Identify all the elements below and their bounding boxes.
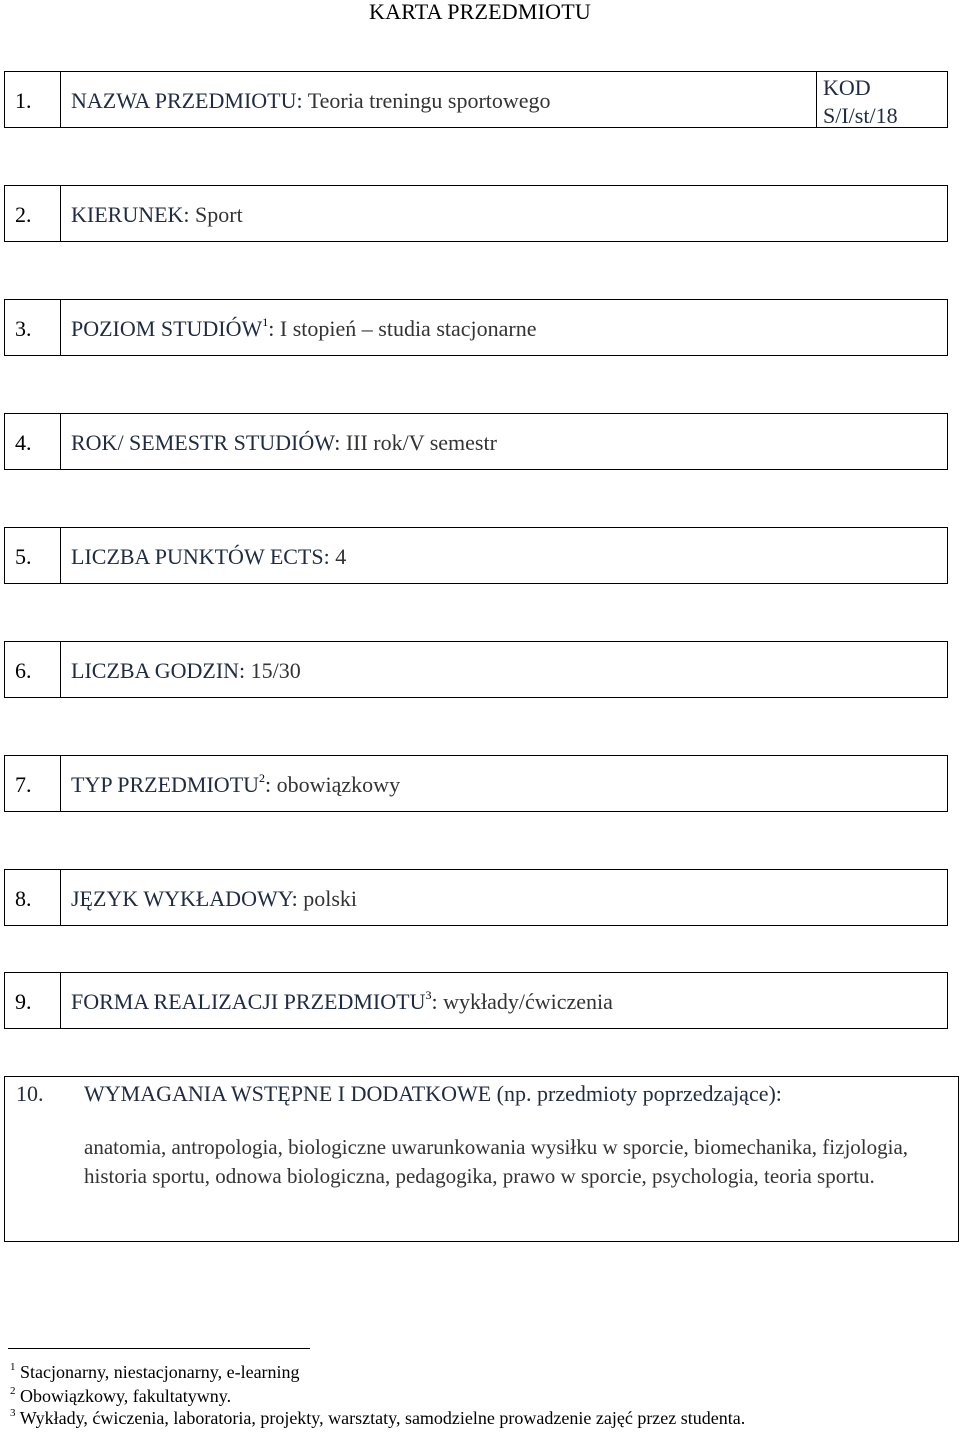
row-number: 8. [5, 870, 61, 925]
footnote-divider [8, 1348, 310, 1349]
row-value: Sport [195, 202, 243, 227]
row-content: FORMA REALIZACJI PRZEDMIOTU$^3$: wykłady/ćwiczenia [71, 988, 613, 1014]
footnote-1 [10, 1362, 300, 1382]
row-label: POZIOM STUDIÓW [71, 316, 263, 341]
footnote-ref: 3 [425, 988, 432, 1002]
row-value: polski [303, 886, 357, 911]
row-study-level [4, 299, 948, 356]
row-value: 4 [335, 544, 347, 569]
row-ects-points [4, 527, 948, 584]
footnote-mark: 1 [10, 1361, 16, 1373]
row-number: 10. [16, 1081, 44, 1106]
row-prerequisites [4, 1076, 959, 1242]
row-subject-name [4, 71, 948, 128]
row-label: LICZBA GODZIN: [71, 658, 246, 683]
row-number: 1. [5, 72, 61, 127]
kod-cell [816, 72, 947, 127]
row-content [61, 186, 947, 241]
kod-value: S/I/st/18 [823, 103, 898, 128]
row-label: FORMA REALIZACJI PRZEDMIOTU [71, 989, 426, 1014]
row-field-of-study [4, 185, 948, 242]
row-number: 2. [5, 186, 61, 241]
row-year-semester [4, 413, 948, 470]
footnote-ref: 1 [262, 315, 269, 329]
row-number: 4. [5, 414, 61, 469]
row-content [61, 414, 947, 469]
row-label: KIERUNEK: [71, 202, 190, 227]
footnote-ref: 2 [259, 771, 266, 785]
row-value: Teoria treningu sportowego [307, 88, 551, 113]
row-label: LICZBA PUNKTÓW ECTS: [71, 544, 330, 569]
row-content: POZIOM STUDIÓW$^1$: I stopień – studia stacjonarne [71, 315, 537, 341]
footnote-text: Wykłady, ćwiczenia, laboratoria, projekty, warsztaty, samodzielne prowadzenie zajęć przez studenta. [19, 1408, 746, 1428]
row-form-of-delivery [4, 972, 948, 1029]
row-value: I stopień – studia stacjonarne [279, 316, 537, 341]
footnote-mark: 2 [10, 1385, 16, 1397]
row-content [61, 528, 947, 583]
row-value: III rok/V semestr [345, 430, 497, 455]
row-number: 3. [5, 300, 61, 355]
row-label: JĘZYK WYKŁADOWY: [71, 886, 298, 911]
row-subject-type [4, 755, 948, 812]
row-label: NAZWA PRZEDMIOTU: [71, 88, 303, 113]
footnote-text: Obowiązkowy, fakultatywny. [20, 1386, 232, 1406]
row-number: 7. [5, 756, 61, 811]
row-content [61, 870, 947, 925]
footnote-2 [10, 1386, 231, 1406]
row-number: 9. [5, 973, 61, 1028]
row-content: TYP PRZEDMIOTU$^2$: obowiązkowy [71, 771, 401, 797]
row-hours [4, 641, 948, 698]
footnote-text: Stacjonarny, niestacjonarny, e-learning [20, 1362, 300, 1382]
kod-label: KOD [823, 75, 871, 100]
footnote-3 [10, 1408, 745, 1428]
row-content [61, 72, 947, 127]
row-content [61, 642, 947, 697]
prerequisites-text: anatomia, antropologia, biologiczne uwarunkowania wysiłku w sporcie, biomechanika, fizjologia, historia sportu, odnowa biologiczna, pedagogika, prawo w sporcie, psychologia, teoria sportu. [84, 1135, 909, 1188]
row-label: ROK/ SEMESTR STUDIÓW: [71, 430, 341, 455]
row-number: 6. [5, 642, 61, 697]
row-value: obowiązkowy [276, 772, 401, 797]
row-number: 5. [5, 528, 61, 583]
row-label: WYMAGANIA WSTĘPNE I DODATKOWE (np. przedmioty poprzedzające): [84, 1081, 782, 1106]
row-value: wykłady/ćwiczenia [443, 989, 613, 1014]
row-value: 15/30 [250, 658, 301, 683]
document-title: KARTA PRZEDMIOTU [369, 0, 591, 24]
footnote-mark: 3 [10, 1407, 16, 1419]
row-language [4, 869, 948, 926]
row-label: TYP PRZEDMIOTU [71, 772, 260, 797]
